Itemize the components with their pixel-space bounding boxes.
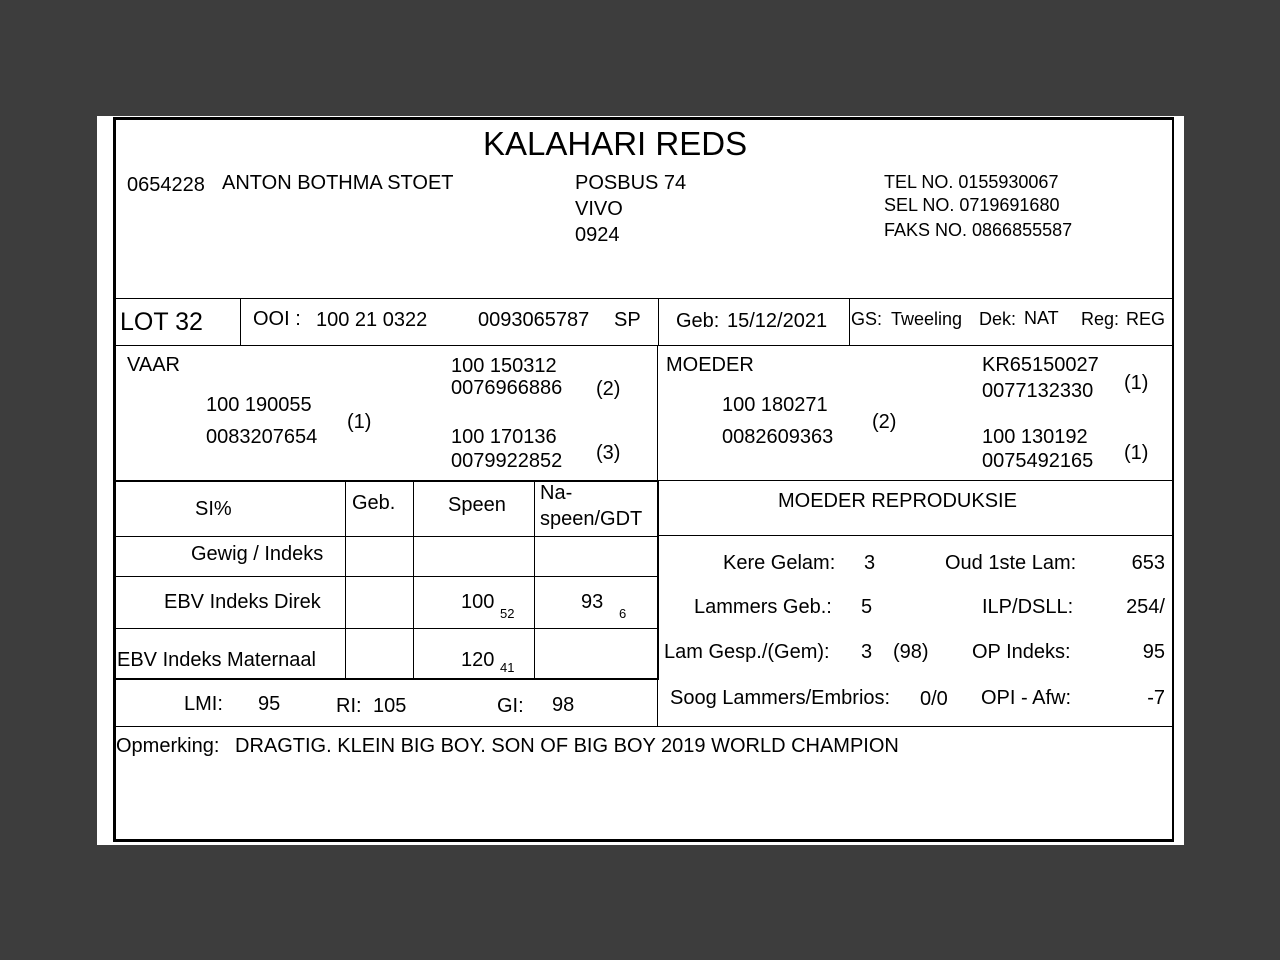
ri-label: RI: <box>336 695 362 717</box>
dam-label: MOEDER <box>666 354 754 376</box>
address-line-3: 0924 <box>575 224 620 246</box>
kere-gelam-value: 3 <box>864 552 876 574</box>
suckled-lambs-value: 0/0 <box>920 688 948 710</box>
divider <box>659 535 1173 536</box>
gi-label: GI: <box>497 695 524 717</box>
opi-deviation-value: -7 <box>1147 687 1165 709</box>
ebv-direct-speen-accuracy: 52 <box>500 606 515 621</box>
op-index-value: 95 <box>1142 641 1165 663</box>
ebv-maternal-speen: 120 <box>461 649 495 671</box>
address-line-1: POSBUS 74 <box>575 172 687 194</box>
divider <box>114 628 659 629</box>
breeder-name: ANTON BOTHMA STOET <box>222 172 454 194</box>
ebv-direct-label: EBV Indeks Direk <box>164 591 321 613</box>
dam-sire-id-2: 0077132330 <box>982 380 1094 402</box>
divider <box>659 480 1173 481</box>
reg-value: REG <box>1126 309 1166 329</box>
gi-value: 98 <box>552 694 575 716</box>
dam-sire-id-1: KR65150027 <box>982 354 1099 376</box>
divider <box>114 345 1173 346</box>
ebv-maternal-label: EBV Indeks Maternaal <box>117 649 316 671</box>
divider <box>657 481 659 680</box>
sire-grade: (1) <box>347 411 372 433</box>
breed-title: KALAHARI REDS <box>483 125 748 162</box>
op-index-label: OP Indeks: <box>972 641 1071 663</box>
first-lamb-age-value: 653 <box>1131 552 1165 574</box>
opi-deviation-label: OPI - Afw: <box>981 687 1072 709</box>
suckled-lambs-label: Soog Lammers/Embrios: <box>670 687 891 709</box>
gewig-row-label: Gewig / Indeks <box>191 543 324 565</box>
ri-value: 105 <box>373 695 407 717</box>
lambs-weaned-value: 3 <box>861 641 873 663</box>
divider <box>114 480 659 482</box>
sire-dam-id-1: 100 170136 <box>451 426 557 448</box>
sire-sire-grade: (2) <box>596 378 621 400</box>
ewe-id-suffix: SP <box>614 309 641 331</box>
sire-dam-id-2: 0079922852 <box>451 450 563 472</box>
divider <box>657 345 658 481</box>
birth-label: Geb: <box>676 310 720 332</box>
divider <box>240 298 241 345</box>
naspeen-header-line-2: speen/GDT <box>540 508 643 530</box>
divider <box>345 482 346 679</box>
lmi-label: LMI: <box>184 693 223 715</box>
reproduction-title: MOEDER REPRODUKSIE <box>778 490 1017 512</box>
lambs-born-value: 5 <box>861 596 873 618</box>
dam-id-1: 100 180271 <box>722 394 828 416</box>
dam-dam-id-2: 0075492165 <box>982 450 1094 472</box>
divider <box>849 298 850 345</box>
breeder-id: 0654228 <box>127 174 205 196</box>
ebv-direct-naspeen-accuracy: 6 <box>619 606 627 621</box>
ebv-direct-naspeen: 93 <box>581 591 604 613</box>
sire-sire-id-2: 0076966886 <box>451 377 563 399</box>
ilp-dsll-value: 254/ <box>1126 596 1165 618</box>
remark-text: DRAGTIG. KLEIN BIG BOY. SON OF BIG BOY 2019 WORLD CHAMPION <box>235 735 899 757</box>
sire-id-2: 0083207654 <box>206 426 318 448</box>
dek-label: Dek: <box>979 309 1017 329</box>
divider <box>413 482 414 679</box>
divider <box>657 680 658 726</box>
sire-sire-id-1: 100 150312 <box>451 355 557 377</box>
dam-dam-id-1: 100 130192 <box>982 426 1088 448</box>
reg-label: Reg: <box>1081 309 1120 329</box>
divider <box>114 678 659 680</box>
geb-header: Geb. <box>352 492 396 514</box>
ooi-label: OOI : <box>253 308 301 330</box>
sire-dam-grade: (3) <box>596 442 621 464</box>
divider <box>658 298 659 345</box>
birth-date: 15/12/2021 <box>727 310 828 332</box>
naspeen-header-line-1: Na- <box>540 482 573 504</box>
lambs-born-label: Lammers Geb.: <box>694 596 832 618</box>
address-line-2: VIVO <box>575 198 623 220</box>
divider <box>534 482 535 679</box>
ilp-dsll-label: ILP/DSLL: <box>982 596 1074 618</box>
faks-number: FAKS NO. 0866855587 <box>884 220 1073 240</box>
divider <box>114 298 1173 299</box>
ewe-id-number: 0093065787 <box>478 309 590 331</box>
ooi-number: 100 21 0322 <box>316 309 428 331</box>
gs-value: Tweeling <box>891 309 963 329</box>
dam-id-2: 0082609363 <box>722 426 834 448</box>
lambs-weaned-average: (98) <box>893 641 929 663</box>
speen-header: Speen <box>448 494 506 516</box>
divider <box>114 726 1173 727</box>
si-header: SI% <box>195 498 232 520</box>
sire-label: VAAR <box>127 354 180 376</box>
lmi-value: 95 <box>258 693 281 715</box>
lot-number: LOT 32 <box>120 308 203 336</box>
dam-grade: (2) <box>872 411 897 433</box>
ebv-maternal-speen-accuracy: 41 <box>500 660 515 675</box>
sel-number: SEL NO. 0719691680 <box>884 195 1060 215</box>
dam-sire-grade: (1) <box>1124 372 1149 394</box>
tel-number: TEL NO. 0155930067 <box>884 172 1059 192</box>
dek-value: NAT <box>1024 308 1059 328</box>
dam-dam-grade: (1) <box>1124 442 1149 464</box>
remark-label: Opmerking: <box>116 735 220 757</box>
ebv-direct-speen: 100 <box>461 591 495 613</box>
divider <box>114 536 659 537</box>
first-lamb-age-label: Oud 1ste Lam: <box>945 552 1077 574</box>
sire-id-1: 100 190055 <box>206 394 312 416</box>
kere-gelam-label: Kere Gelam: <box>723 552 836 574</box>
lambs-weaned-label: Lam Gesp./(Gem): <box>664 641 830 663</box>
gs-label: GS: <box>851 309 883 329</box>
divider <box>114 576 659 577</box>
